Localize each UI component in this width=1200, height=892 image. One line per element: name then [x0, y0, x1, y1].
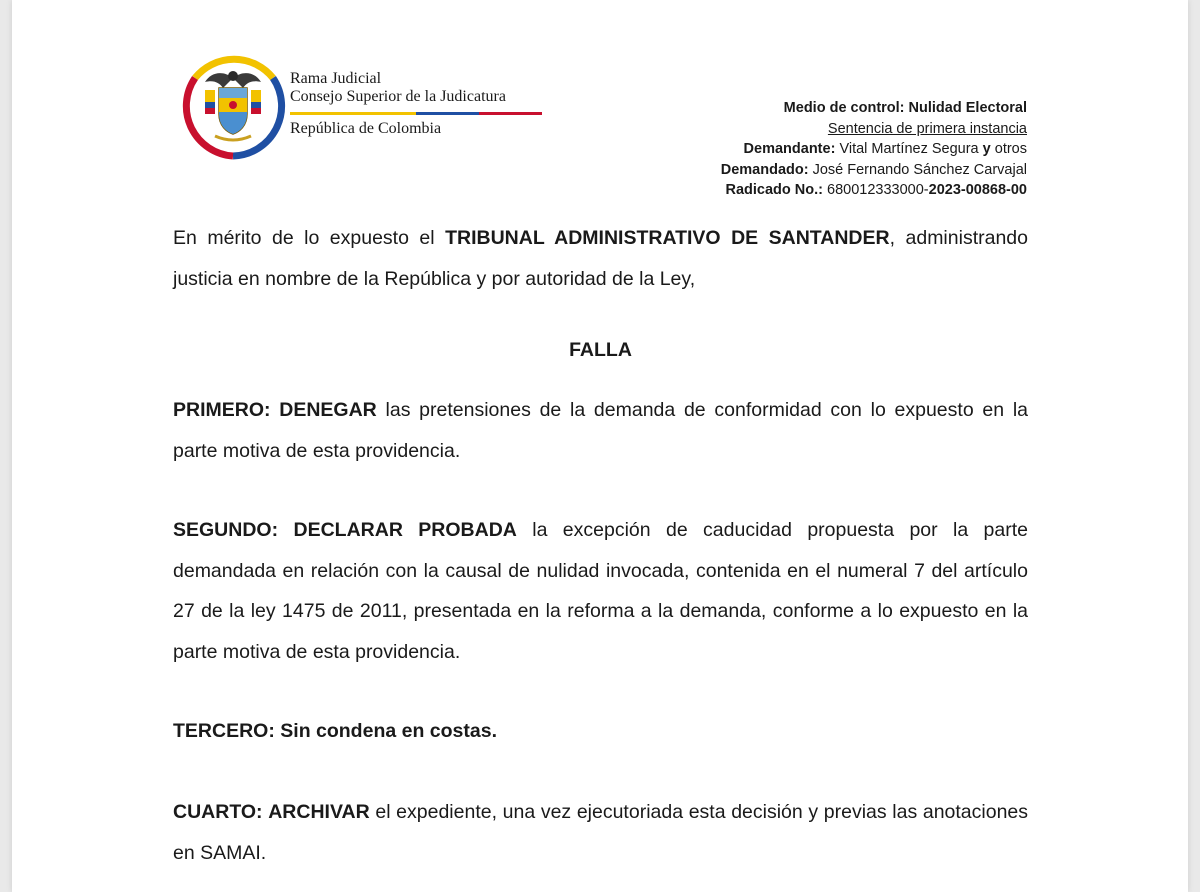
intro-paragraph: En mérito de lo expuesto el TRIBUNAL ADMINISTRATIVO DE SANTANDER, administrando justicia en nombre de la República y por autoridad de la Ley,	[173, 227, 1028, 290]
resolution-segundo: SEGUNDO: DECLARAR PROBADA la excepción de caducidad propuesta por la parte demandada en relación con la causal de nulidad invocada, contenida en el numeral 7 del artículo 27 de la ley 1475 de 2011, presentada en la reforma a la demanda, conforme a lo expuesto en la parte motiva de esta providencia.	[173, 519, 1029, 663]
falla-heading: FALLA	[569, 339, 632, 361]
resolution-cuarto: CUARTO: ARCHIVAR el expediente, una vez ejecutoriada esta decisión y previas las anotaciones en SAMAI.	[173, 801, 1029, 864]
radicado-row: Radicado No.: 680012333000-2023-00868-00	[725, 182, 1027, 198]
coat-of-arms-seal-icon	[175, 48, 291, 164]
organization-header	[290, 70, 545, 137]
org-line-rama-judicial: Rama Judicial	[290, 70, 382, 87]
resolution-primero: PRIMERO: DENEGAR las pretensiones de la demanda de conformidad con lo expuesto en la parte motiva de esta providencia.	[173, 399, 1029, 462]
court-name: TRIBUNAL ADMINISTRATIVO DE SANTANDER	[445, 227, 890, 249]
org-line-consejo: Consejo Superior de la Judicatura	[290, 88, 506, 105]
instance-row: Sentencia de primera instancia	[827, 120, 1027, 137]
flag-color-rule	[290, 112, 542, 115]
demandante-row: Demandante: Vital Martínez Segura y otros	[743, 141, 1027, 157]
document-page	[12, 0, 1188, 892]
resolution-tercero: TERCERO: Sin condena en costas.	[173, 720, 497, 742]
demandado-row: Demandado: José Fernando Sánchez Carvajal	[720, 161, 1027, 178]
org-line-republica: República de Colombia	[290, 120, 442, 137]
medio-de-control-row: Medio de control: Nulidad Electoral	[783, 100, 1027, 116]
case-info-block	[572, 98, 1027, 201]
